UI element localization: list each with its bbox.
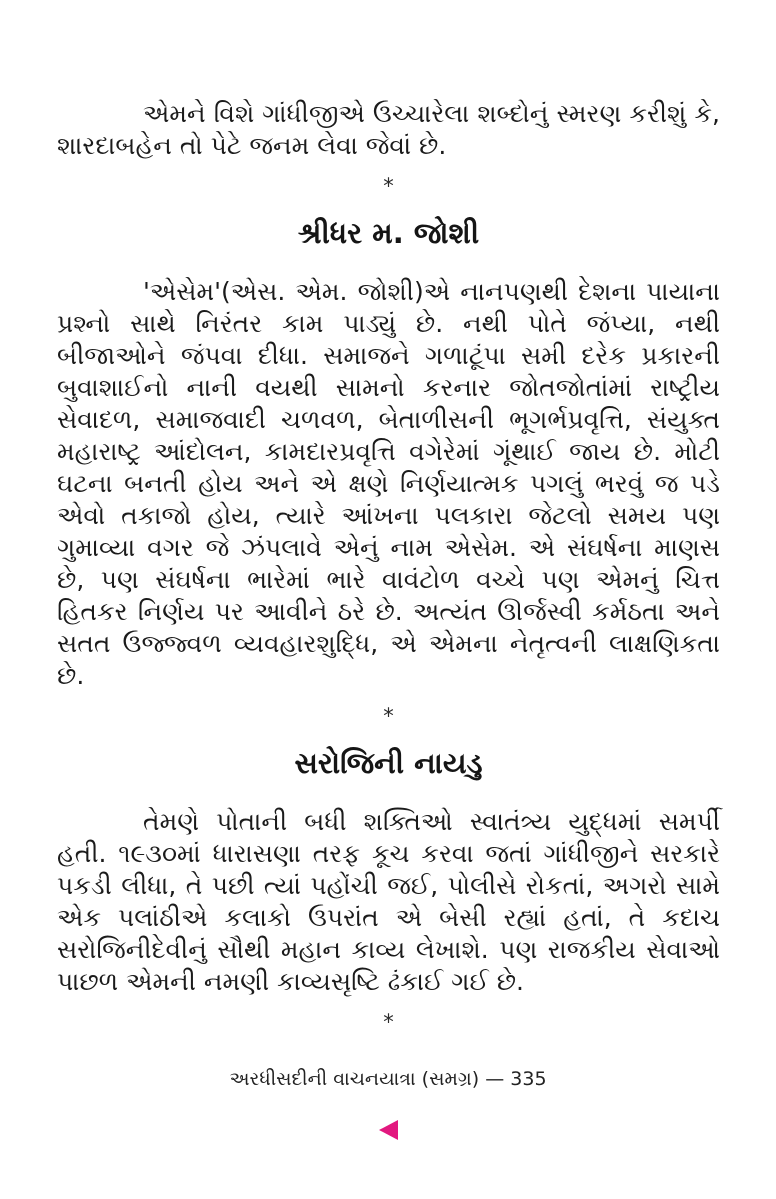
intro-paragraph: એમને વિશે ગાંધીજીએ ઉચ્ચારેલા શબ્દોનું સ્મરણ કરીશું કે, શારદાબહેન તો પેટે જનમ લેવા જેવાં છે. bbox=[57, 99, 720, 160]
back-arrow-icon[interactable] bbox=[379, 1120, 398, 1140]
footer-running-title-page-number: અરધીસદીની વાચનયાત્રા (સમગ્ર) — 335 bbox=[229, 1068, 547, 1090]
section-separator-2: * bbox=[383, 704, 394, 728]
section-separator-3: * bbox=[383, 1010, 394, 1034]
section-heading-shridhar-m-joshi: શ્રીધર મ. જોશી bbox=[297, 216, 480, 250]
section-heading-sarojini-naidu: સરોજિની નાયડુ bbox=[294, 746, 483, 780]
section-paragraph-shridhar-m-joshi: 'એસેમ'(એસ. એમ. જોશી)એ નાનપણથી દેશના પાયાના પ્રશ્નો સાથે નિરંતર કામ પાડ્યું છે. નથી પોતે જંપ્યા, નથી બીજાઓને જંપવા દીધા. સમાજને ગળાટૂંપા સમી દરેક પ્રકારની બુવાશાઈનો નાની વયથી સામનો કરનાર જોતજોતાંમાં રાષ્ટ્રીય સેવાદળ, સમાજવાદી ચળવળ, બેતાળીસની ભૂગર્ભપ્રવૃત્તિ, સંયુક્ત મહારાષ્ટ્ર આંદોલન, કામદારપ્રવૃત્તિ વગેરેમાં ગૂંથાઈ જાય છે. મોટી ઘટના બનતી હોય અને એ ક્ષણે નિર્ણયાત્મક પગલું ભરવું જ પડે એવો તકાજો હોય, ત્યારે આંખના પલકારા જેટલો સમય પણ ગુમાવ્યા વગર જે ઝંપલાવે એનું નામ એસેમ. એ સંઘર્ષના માણસ છે, પણ સંઘર્ષના ભારેમાં ભારે વાવંટોળ વચ્ચે પણ એમનું ચિત્ત હિતકર નિર્ણય પર આવીને ઠરે છે. અત્યંત ઊર્જસ્વી કર્મઠતા અને સતત ઉજ્જ્વળ વ્યવહારશુદ્ધિ, એ એમના નેતૃત્વની લાક્ષણિકતા છે. bbox=[57, 277, 720, 690]
text-block bbox=[57, 0, 720, 1038]
section-paragraph-sarojini-naidu: તેમણે પોતાની બધી શક્તિઓ સ્વાતંત્ર્ય યુદ્ધમાં સમર્પી હતી. ૧૯૩૦માં ધારાસણા તરફ કૂચ કરવા જતાં ગાંધીજીને સરકારે પકડી લીધા, તે પછી ત્યાં પહોંચી જઈ, પોલીસે રોકતાં, અગરો સામે એક પલાંઠીએ કલાકો ઉપરાંત એ બેસી રહ્યાં હતાં, તે કદાચ સરોજિનીદેવીનું સૌથી મહાન કાવ્ય લેખાશે. પણ રાજકીય સેવાઓ પાછળ એમની નમણી કાવ્યસૃષ્ટિ ઢંકાઈ ગઈ છે. bbox=[57, 807, 720, 996]
section-separator-1: * bbox=[383, 174, 394, 198]
